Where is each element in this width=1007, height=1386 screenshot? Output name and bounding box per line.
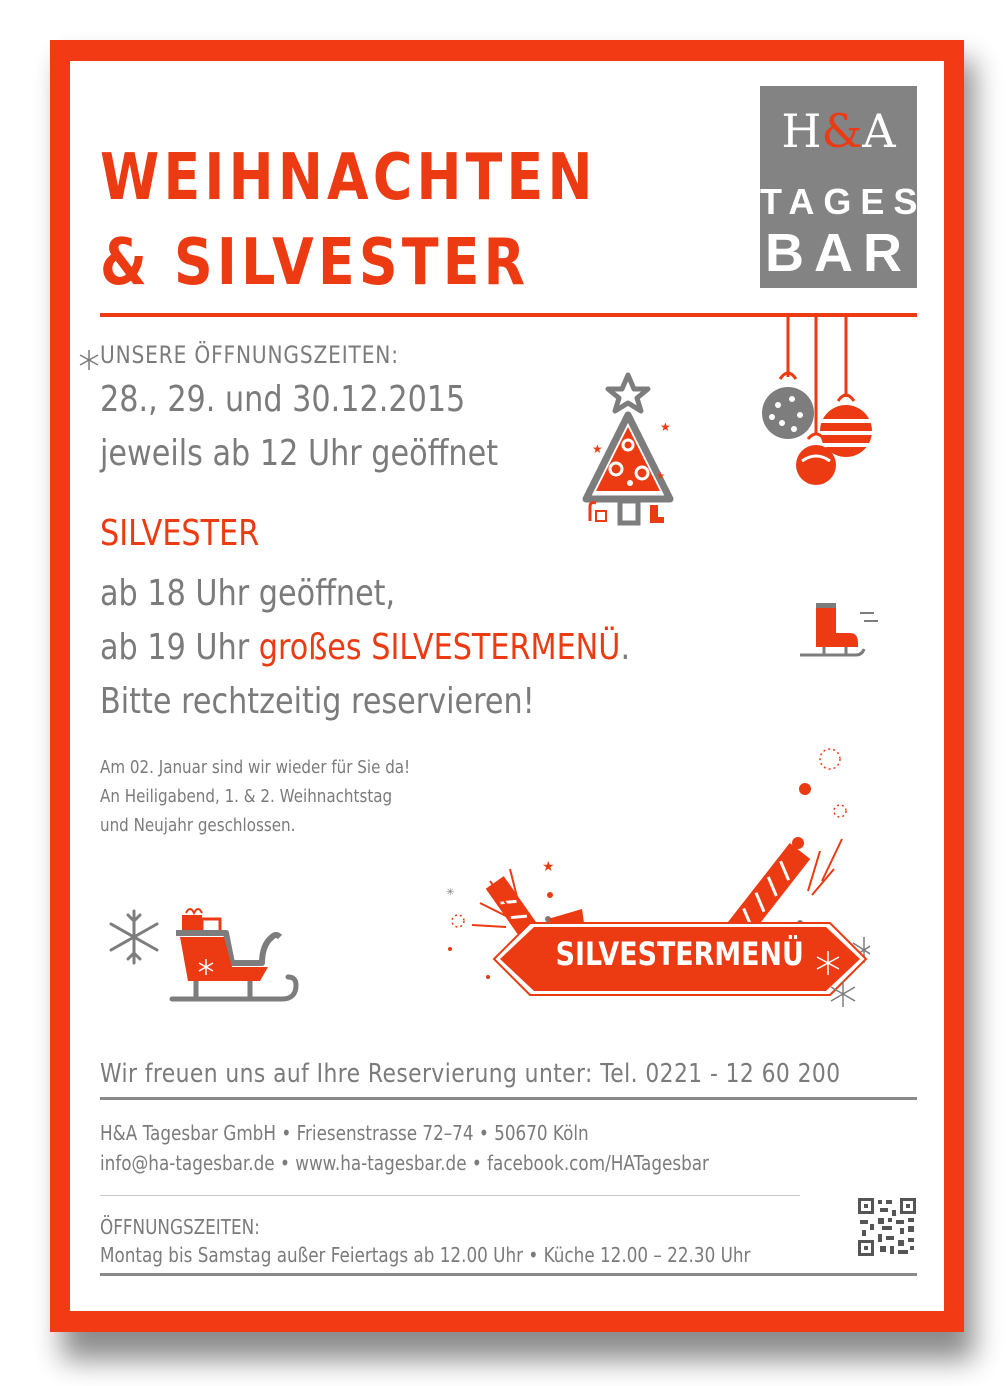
flyer-paper bbox=[70, 61, 944, 1311]
svg-text:★: ★ bbox=[656, 471, 665, 482]
snowflake-icon bbox=[78, 349, 100, 371]
note-line-1: Am 02. Januar sind wir wieder für Sie da! bbox=[100, 757, 411, 778]
svg-text:★: ★ bbox=[542, 859, 555, 875]
sleigh-icon bbox=[166, 903, 316, 1013]
note-line-3: und Neujahr geschlossen. bbox=[100, 815, 296, 836]
footer-hours-text: Montag bis Samstag außer Feiertags ab 12.00 Uhr • Küche 12.00 – 22.30 Uhr bbox=[100, 1243, 751, 1267]
logo-a: A bbox=[862, 104, 896, 158]
reservation-divider bbox=[100, 1097, 917, 1100]
logo-h: H bbox=[781, 104, 822, 158]
hours-heading: UNSERE ÖFFNUNGSZEITEN: bbox=[100, 341, 399, 369]
silvester-menu-highlight: großes SILVESTERMENÜ bbox=[258, 627, 621, 668]
ornament-icon bbox=[750, 315, 930, 505]
logo bbox=[760, 86, 927, 288]
silvester-heading: SILVESTER bbox=[100, 513, 260, 554]
footer-divider bbox=[100, 1195, 800, 1196]
snowflake-icon bbox=[828, 979, 858, 1009]
svg-text:★: ★ bbox=[660, 420, 671, 434]
banner-label: SILVESTERMENÜ bbox=[555, 935, 805, 973]
logo-amp: & bbox=[821, 104, 863, 158]
logo-bar: BAR bbox=[765, 223, 912, 283]
skate-icon bbox=[798, 599, 888, 661]
silvester-line-2-prefix: ab 19 Uhr bbox=[100, 627, 259, 668]
qr-code-icon[interactable] bbox=[856, 1196, 918, 1258]
title-line-2: & SILVESTER bbox=[100, 226, 530, 300]
silvester-line-2-suffix: . bbox=[620, 627, 631, 668]
footer-address: H&A Tagesbar GmbH • Friesenstrasse 72–74 • 50670 Köln bbox=[100, 1121, 589, 1145]
svg-text:✳: ✳ bbox=[446, 887, 455, 898]
snowflake-icon bbox=[814, 949, 842, 977]
footer-bottom-divider bbox=[100, 1273, 917, 1276]
hours-time: jeweils ab 12 Uhr geöffnet bbox=[100, 433, 499, 474]
hours-dates: 28., 29. und 30.12.2015 bbox=[100, 379, 466, 420]
christmas-tree-icon bbox=[580, 371, 695, 531]
note-line-2: An Heiligabend, 1. & 2. Weihnachtstag bbox=[100, 786, 393, 807]
title-line-1: WEIHNACHTEN bbox=[100, 141, 597, 215]
footer-contact: info@ha-tagesbar.de • www.ha-tagesbar.de • facebook.com/HATagesbar bbox=[100, 1151, 709, 1175]
reservation-text: Wir freuen uns auf Ihre Reservierung unter: Tel. 0221 - 12 60 200 bbox=[100, 1059, 841, 1089]
snowflake-icon bbox=[104, 907, 164, 967]
silvester-line-2 bbox=[100, 627, 630, 668]
silvester-line-3: Bitte rechtzeitig reservieren! bbox=[100, 681, 535, 722]
logo-tages: TAGES bbox=[760, 181, 927, 222]
footer-hours-heading: ÖFFNUNGSZEITEN: bbox=[100, 1215, 260, 1239]
silvestermenu-banner bbox=[490, 935, 870, 973]
silvester-line-1: ab 18 Uhr geöffnet, bbox=[100, 573, 396, 614]
svg-text:★: ★ bbox=[592, 442, 603, 456]
